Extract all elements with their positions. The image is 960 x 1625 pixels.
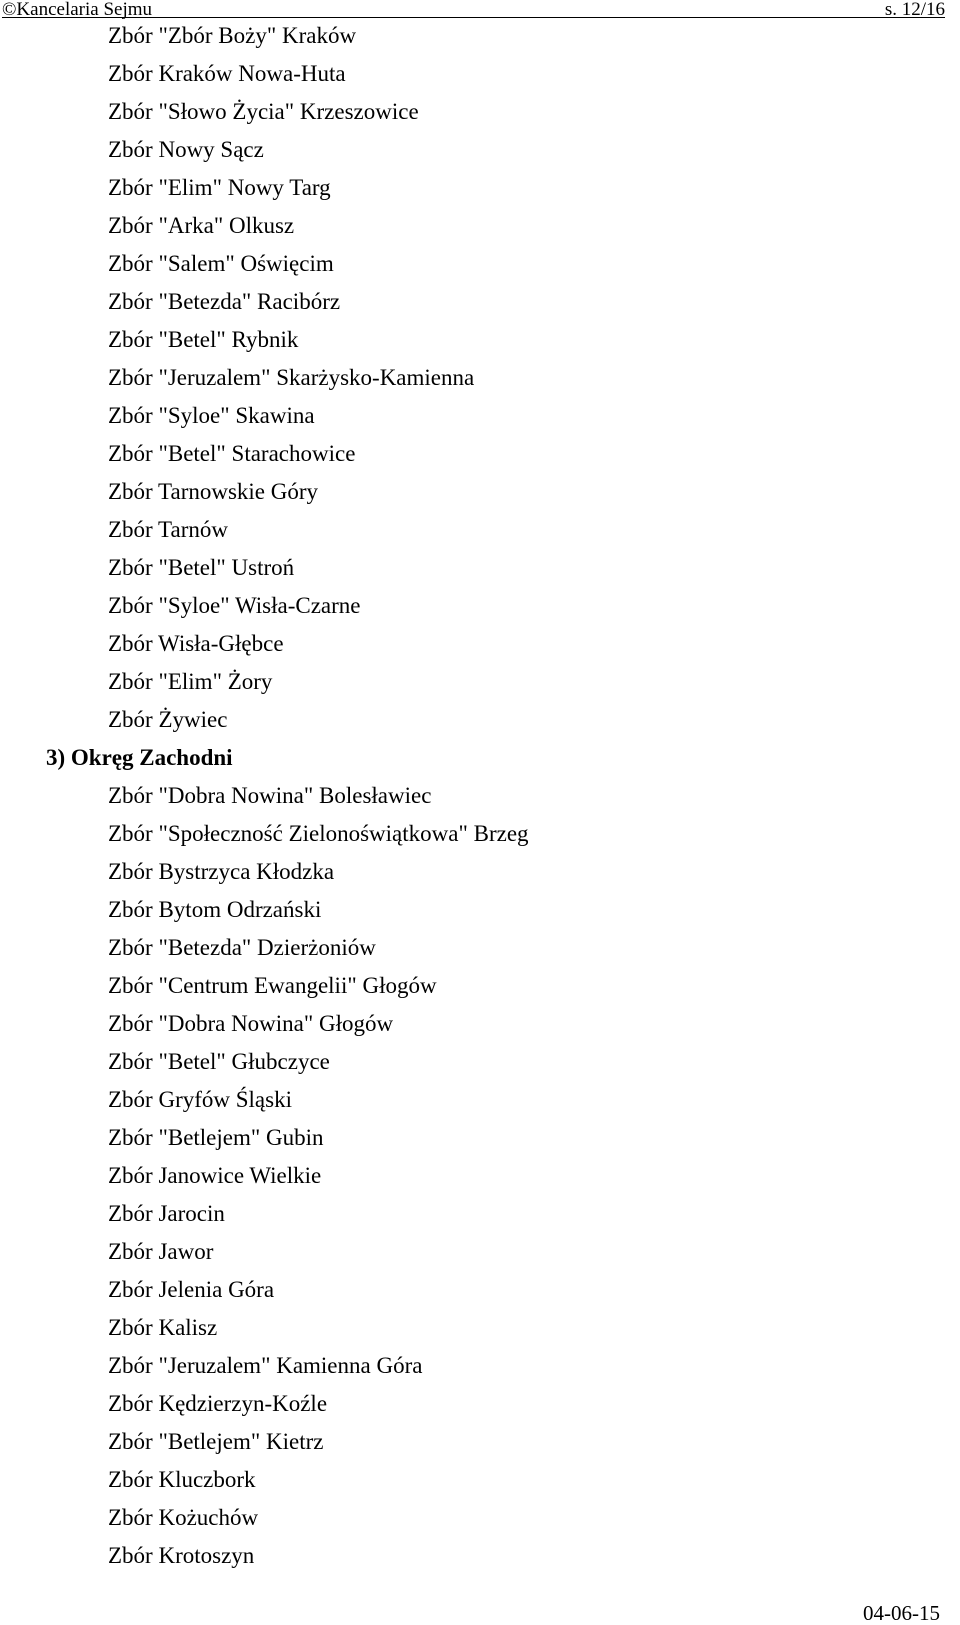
- list-item: Zbór Kraków Nowa-Huta: [108, 61, 346, 86]
- list-item: Zbór "Dobra Nowina" Bolesławiec: [108, 783, 432, 808]
- list-item: Zbór "Jeruzalem" Kamienna Góra: [108, 1353, 423, 1378]
- list-item: Zbór "Betel" Rybnik: [108, 327, 299, 352]
- list-item: Zbór "Betel" Starachowice: [108, 441, 356, 466]
- list-item: Zbór Jelenia Góra: [108, 1277, 275, 1302]
- list-item: Zbór Kędzierzyn-Koźle: [108, 1391, 328, 1416]
- publisher-label: ©Kancelaria Sejmu: [2, 0, 153, 20]
- list-item: Zbór "Salem" Oświęcim: [108, 251, 334, 276]
- list-item: Zbór "Arka" Olkusz: [108, 213, 295, 238]
- congregation-list: [0, 17, 960, 1575]
- list-item: Zbór Kluczbork: [108, 1467, 256, 1492]
- list-item: Zbór Jawor: [108, 1239, 214, 1264]
- list-item: Zbór Nowy Sącz: [108, 137, 264, 162]
- list-item: Zbór Kożuchów: [108, 1505, 259, 1530]
- list-item: Zbór Tarnowskie Góry: [108, 479, 319, 504]
- footer-date: 04-06-15: [863, 1601, 940, 1625]
- list-item: Zbór Gryfów Śląski: [108, 1087, 292, 1112]
- section-heading: 3) Okręg Zachodni: [46, 745, 233, 770]
- list-item: Zbór "Syloe" Wisła-Czarne: [108, 593, 361, 618]
- list-item: Zbór Wisła-Głębce: [108, 631, 284, 656]
- list-item: Zbór "Elim" Nowy Targ: [108, 175, 331, 200]
- list-item: Zbór "Betel" Ustroń: [108, 555, 295, 580]
- list-item: Zbór "Społeczność Zielonoświątkowa" Brzeg: [108, 821, 529, 846]
- list-item: Zbór "Betezda" Dzierżoniów: [108, 935, 376, 960]
- list-item: Zbór "Słowo Życia" Krzeszowice: [108, 99, 419, 124]
- page-number: s. 12/16: [884, 0, 945, 20]
- list-item: Zbór Janowice Wielkie: [108, 1163, 322, 1188]
- list-item: Zbór Jarocin: [108, 1201, 225, 1226]
- list-item: Zbór Kalisz: [108, 1315, 218, 1340]
- list-item: Zbór Krotoszyn: [108, 1543, 255, 1568]
- list-item: Zbór "Dobra Nowina" Głogów: [108, 1011, 394, 1036]
- list-item: Zbór "Betlejem" Kietrz: [108, 1429, 324, 1454]
- list-item: Zbór "Betel" Głubczyce: [108, 1049, 330, 1074]
- list-item: Zbór "Betlejem" Gubin: [108, 1125, 324, 1150]
- list-item: Zbór Tarnów: [108, 517, 228, 542]
- list-item: Zbór "Elim" Żory: [108, 669, 273, 694]
- list-item: Zbór "Betezda" Racibórz: [108, 289, 341, 314]
- list-item: Zbór Żywiec: [108, 707, 228, 732]
- list-item: Zbór "Jeruzalem" Skarżysko-Kamienna: [108, 365, 475, 390]
- list-item: Zbór Bystrzyca Kłodzka: [108, 859, 335, 884]
- list-item: Zbór "Centrum Ewangelii" Głogów: [108, 973, 437, 998]
- list-item: Zbór "Zbór Boży" Kraków: [108, 23, 357, 48]
- list-item: Zbór "Syloe" Skawina: [108, 403, 315, 428]
- list-item: Zbór Bytom Odrzański: [108, 897, 322, 922]
